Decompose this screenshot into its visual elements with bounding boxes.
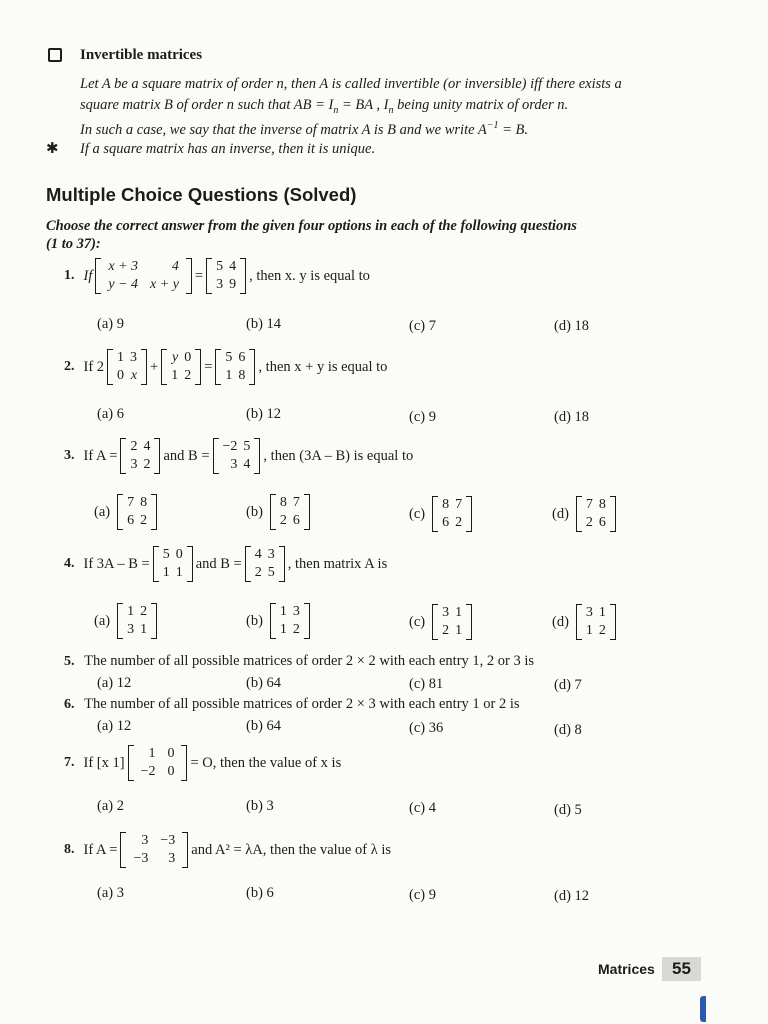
option-b[interactable]: (b) 64 — [246, 718, 282, 734]
matrix-q4-b: 4 3 2 5 — [245, 546, 285, 582]
question-number: 2. — [64, 359, 75, 374]
matrix-q3-a: 2 4 3 2 — [120, 438, 160, 474]
option-c[interactable]: (c) 36 — [409, 720, 444, 736]
question-text: , then x + y is equal to — [258, 358, 388, 375]
option-c[interactable]: (c) 8 7 6 2 — [409, 496, 472, 532]
question-text: and A² = λA, then the value of λ is — [191, 841, 392, 858]
section-title: Multiple Choice Questions (Solved) — [46, 184, 357, 205]
option-c[interactable]: (c) 4 — [409, 800, 436, 816]
question-4: 4. If 3A – B = 5 0 1 1 and B = 4 3 2 5 , then matrix A is — [64, 547, 388, 580]
option-a[interactable]: (a) 12 — [97, 718, 132, 734]
matrix-q1-lhs: x + 3 4 y − 4 x + y — [95, 258, 192, 294]
option-d[interactable]: (d) 3 1 1 2 — [552, 604, 616, 640]
question-text: , then matrix A is — [287, 555, 388, 572]
matrix-option: 7 8 6 2 — [117, 494, 157, 530]
option-b[interactable]: (b) 64 — [246, 675, 282, 691]
option-b[interactable]: (b) 1 3 1 2 — [246, 603, 310, 639]
option-d[interactable]: (d) 8 — [554, 722, 582, 738]
edge-tab — [700, 996, 706, 1022]
matrix-q2-b: y 0 1 2 — [161, 349, 201, 385]
page-number: 55 — [662, 957, 701, 981]
question-number: 3. — [64, 448, 75, 463]
option-d[interactable]: (d) 7 — [554, 677, 582, 693]
question-number: 1. — [64, 268, 75, 283]
definition-line-3: In such a case, we say that the inverse of matrix A is B and we write $A^{-1} = B$. — [80, 120, 529, 138]
option-b[interactable]: (b) 14 — [246, 316, 282, 332]
question-number: 5. — [64, 654, 75, 669]
option-a[interactable]: (a) 3 — [97, 885, 124, 901]
option-c[interactable]: (c) 9 — [409, 409, 436, 425]
option-d[interactable]: (d) 12 — [554, 888, 590, 904]
definition-line-2: square matrix B of order n such that AB = $I_n$ = BA , $I_n$ being unity matrix of order n. — [80, 97, 569, 116]
option-a[interactable]: (a) 12 — [97, 675, 132, 691]
instruction-line-1: Choose the correct answer from the given four options in each of the following questions — [46, 218, 577, 234]
option-a[interactable]: (a) 9 — [97, 316, 124, 332]
question-number: 8. — [64, 842, 75, 857]
question-text: = O, then the value of x is — [190, 754, 342, 771]
option-d[interactable]: (d) 7 8 2 6 — [552, 496, 616, 532]
matrix-option: 1 3 1 2 — [270, 603, 310, 639]
matrix-option: 3 1 1 2 — [576, 604, 616, 640]
question-number: 6. — [64, 697, 75, 712]
option-b[interactable]: (b) 8 7 2 6 — [246, 494, 310, 530]
matrix-option: 1 2 3 1 — [117, 603, 157, 639]
heading-title: Invertible matrices — [80, 47, 203, 63]
option-a[interactable]: (a) 6 — [97, 406, 124, 422]
question-text: The number of all possible matrices of order 2 × 3 with each entry 1 or 2 is — [84, 696, 520, 712]
option-b[interactable]: (b) 12 — [246, 406, 282, 422]
option-a[interactable]: (a) 1 2 3 1 — [94, 603, 157, 639]
question-1: 1. If x + 3 4 y − 4 x + y = 5 4 3 9 , then x. y is equal to — [64, 259, 370, 292]
option-d[interactable]: (d) 18 — [554, 318, 590, 334]
question-5 — [64, 653, 534, 670]
question-text: , then x. y is equal to — [249, 267, 370, 284]
option-a[interactable]: (a) 7 8 6 2 — [94, 494, 157, 530]
matrix-q3-b: −2 5 3 4 — [213, 438, 261, 474]
option-b[interactable]: (b) 3 — [246, 798, 274, 814]
question-7: 7. If [x 1] 1 0 −2 0 = O, then the value of x is — [64, 746, 342, 779]
question-text: If — [83, 267, 93, 284]
matrix-q1-rhs: 5 4 3 9 — [206, 258, 246, 294]
question-2: 2. If 2 1 3 0 x + y 0 1 2 = 5 6 1 8 , then x + y is equal to — [64, 350, 388, 383]
instruction-line-2: (1 to 37): — [46, 236, 101, 252]
note-bullet-icon: ✱ — [46, 141, 59, 157]
matrix-option: 8 7 2 6 — [270, 494, 310, 530]
question-8: 8. If A = 3 −3 −3 3 and A² = λA, then the value of λ is — [64, 833, 392, 866]
option-a[interactable]: (a) 2 — [97, 798, 124, 814]
matrix-q2-a: 1 3 0 x — [107, 349, 147, 385]
option-c[interactable]: (c) 3 1 2 1 — [409, 604, 472, 640]
question-6 — [64, 696, 520, 713]
question-number: 7. — [64, 755, 75, 770]
note-text: If a square matrix has an inverse, then it is unique. — [80, 141, 376, 157]
matrix-q7: 1 0 −2 0 — [128, 745, 188, 781]
footer-chapter: Matrices — [598, 961, 655, 977]
option-d[interactable]: (d) 5 — [554, 802, 582, 818]
matrix-option: 8 7 6 2 — [432, 496, 472, 532]
matrix-option: 3 1 2 1 — [432, 604, 472, 640]
option-b[interactable]: (b) 6 — [246, 885, 274, 901]
question-number: 4. — [64, 556, 75, 571]
matrix-q4-a: 5 0 1 1 — [153, 546, 193, 582]
matrix-q8: 3 −3 −3 3 — [120, 832, 188, 868]
question-text: , then (3A – B) is equal to — [263, 447, 414, 464]
option-c[interactable]: (c) 9 — [409, 887, 436, 903]
definition-line-1: Let A be a square matrix of order n, then A is called invertible (or inversible) iff there exists a — [80, 76, 622, 92]
matrix-option: 7 8 2 6 — [576, 496, 616, 532]
option-d[interactable]: (d) 18 — [554, 409, 590, 425]
option-c[interactable]: (c) 81 — [409, 676, 444, 692]
question-3: 3. If A = 2 4 3 2 and B = −2 5 3 4 , then (3A – B) is equal to — [64, 439, 414, 472]
heading-bullet-icon — [48, 48, 62, 67]
question-text: The number of all possible matrices of order 2 × 2 with each entry 1, 2 or 3 is — [84, 653, 535, 669]
matrix-q2-c: 5 6 1 8 — [215, 349, 255, 385]
option-c[interactable]: (c) 7 — [409, 318, 436, 334]
